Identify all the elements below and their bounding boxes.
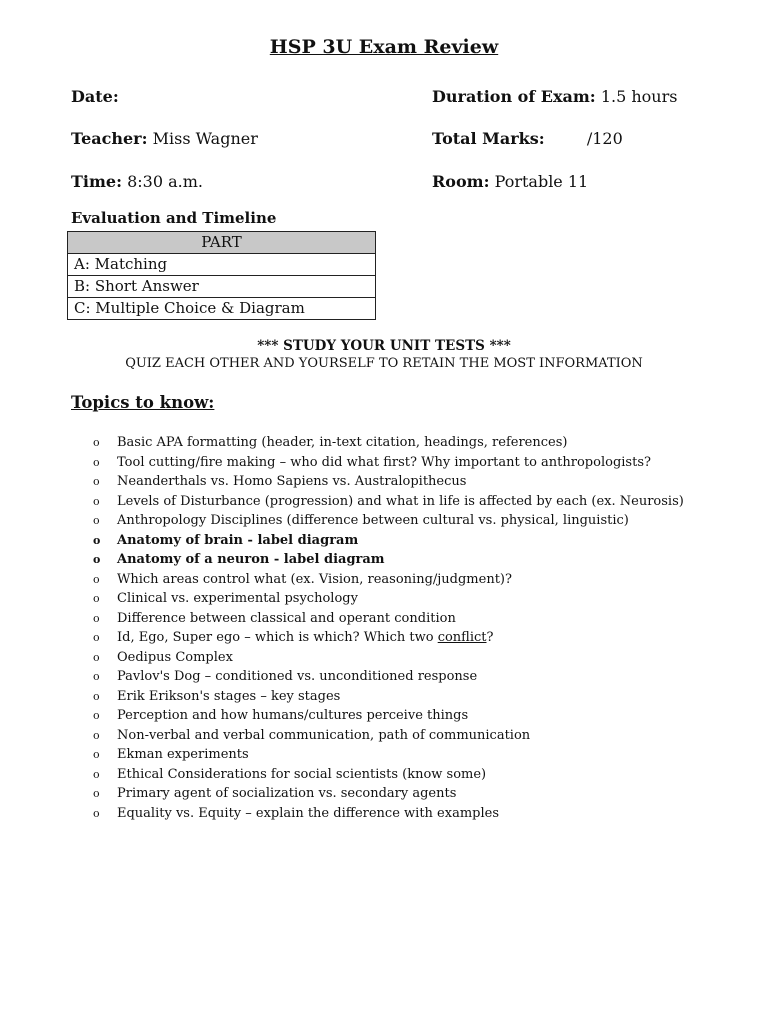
table-header-row (68, 232, 376, 254)
list-item (93, 609, 684, 629)
table-cell: A: Matching (68, 254, 376, 276)
bullet-icon: o (93, 494, 100, 508)
bullet-icon: o (93, 572, 100, 586)
list-item-text: Id, Ego, Super ego – which is which? Which two (117, 630, 438, 645)
table-row (68, 276, 376, 298)
evaluation-table (67, 231, 376, 320)
list-item-suffix: ? (486, 630, 494, 645)
list-item (93, 628, 684, 648)
list-item (93, 667, 684, 687)
bullet-icon: o (93, 728, 100, 742)
table-cell: C: Multiple Choice & Diagram (68, 298, 376, 320)
duration-field (432, 87, 677, 106)
bullet-icon: o (93, 592, 100, 605)
list-item-text: Equality vs. Equity – explain the difference with examples (117, 805, 500, 821)
list-item (93, 531, 684, 551)
document-title: HSP 3U Exam Review (269, 36, 499, 58)
time-label: Time: (71, 172, 122, 191)
list-item-text: Clinical vs. experimental psychology (117, 591, 358, 606)
list-item-text: Anatomy of a neuron - label diagram (117, 552, 385, 567)
list-item (93, 687, 684, 707)
table-row (68, 254, 376, 276)
room-field (432, 172, 588, 191)
list-item-text: Basic APA formatting (header, in-text citation, headings, references) (117, 435, 568, 450)
room-value: Portable 11 (494, 172, 589, 191)
list-item (93, 453, 684, 473)
underlined-word: conflict (437, 630, 487, 645)
teacher-value: Miss Wagner (152, 129, 258, 148)
bullet-icon: o (93, 650, 100, 664)
time-field (71, 172, 203, 191)
bullet-icon: o (93, 689, 100, 703)
bullet-icon: o (93, 748, 100, 761)
bullet-icon: o (93, 553, 101, 566)
list-item (93, 550, 684, 570)
bullet-icon: o (93, 455, 100, 469)
bullet-icon: o (93, 436, 100, 449)
date-label: Date: (71, 87, 119, 106)
list-item-text: Perception and how humans/cultures perceive things (117, 708, 469, 723)
list-item-text: Erik Erikson's stages – key stages (117, 688, 341, 704)
bullet-icon: o (93, 475, 100, 488)
duration-label: Duration of Exam: (432, 87, 596, 106)
list-item-text: Pavlov's Dog – conditioned vs. unconditioned response (117, 669, 478, 684)
total-marks-label: Total Marks: (432, 129, 545, 148)
list-item (93, 765, 684, 785)
date-field (71, 87, 119, 106)
list-item (93, 433, 684, 453)
list-item-text: Oedipus Complex (117, 649, 233, 665)
list-item-text: Difference between classical and operant condition (117, 610, 456, 626)
room-label: Room: (432, 172, 490, 191)
topics-list (93, 433, 684, 823)
list-item (93, 706, 684, 726)
list-item (93, 570, 684, 590)
bullet-icon: o (93, 709, 100, 722)
bullet-icon: o (93, 806, 100, 820)
teacher-label: Teacher: (71, 129, 148, 148)
list-item (93, 492, 684, 512)
list-item (93, 511, 684, 531)
bullet-icon: o (93, 767, 100, 781)
list-item-text: Ethical Considerations for social scientists (know some) (117, 766, 487, 782)
list-item-text: Levels of Disturbance (progression) and what in life is affected by each (ex. Neurosis) (117, 493, 684, 509)
bullet-icon: o (93, 611, 100, 625)
evaluation-title: Evaluation and Timeline (71, 209, 277, 227)
list-item-text: Primary agent of socialization vs. secondary agents (117, 786, 457, 801)
list-item-text: Neanderthals vs. Homo Sapiens vs. Australopithecus (117, 474, 467, 489)
bullet-icon: o (93, 787, 100, 800)
list-item (93, 472, 684, 492)
bullet-icon: o (93, 670, 100, 683)
list-item-text: Non-verbal and verbal communication, path of communication (117, 727, 531, 743)
table-cell: B: Short Answer (68, 276, 376, 298)
bullet-icon: o (93, 631, 100, 644)
list-item (93, 804, 684, 824)
table-header-part: PART (68, 232, 376, 254)
topics-heading: Topics to know: (71, 393, 215, 412)
total-marks-value: /120 (586, 129, 623, 148)
bullet-icon: o (93, 514, 100, 527)
list-item-text: Which areas control what (ex. Vision, reasoning/judgment)? (117, 571, 512, 587)
quiz-note: QUIZ EACH OTHER AND YOURSELF TO RETAIN THE MOST INFORMATION (125, 356, 643, 371)
list-item-text: Anatomy of brain - label diagram (117, 532, 359, 548)
bullet-icon: o (93, 533, 101, 547)
list-item (93, 589, 684, 609)
total-marks-field (432, 129, 623, 148)
table-row (68, 298, 376, 320)
list-item (93, 648, 684, 668)
list-item (93, 784, 684, 804)
duration-value: 1.5 hours (600, 87, 678, 106)
list-item (93, 726, 684, 746)
teacher-field (71, 129, 258, 148)
list-item-text: Anthropology Disciplines (difference between cultural vs. physical, linguistic) (117, 513, 629, 528)
list-item-text: Tool cutting/fire making – who did what first? Why important to anthropologists? (117, 454, 651, 470)
study-note: *** STUDY YOUR UNIT TESTS *** (257, 338, 511, 354)
list-item (93, 745, 684, 765)
list-item-text: Ekman experiments (117, 747, 249, 762)
time-value: 8:30 a.m. (127, 172, 203, 191)
